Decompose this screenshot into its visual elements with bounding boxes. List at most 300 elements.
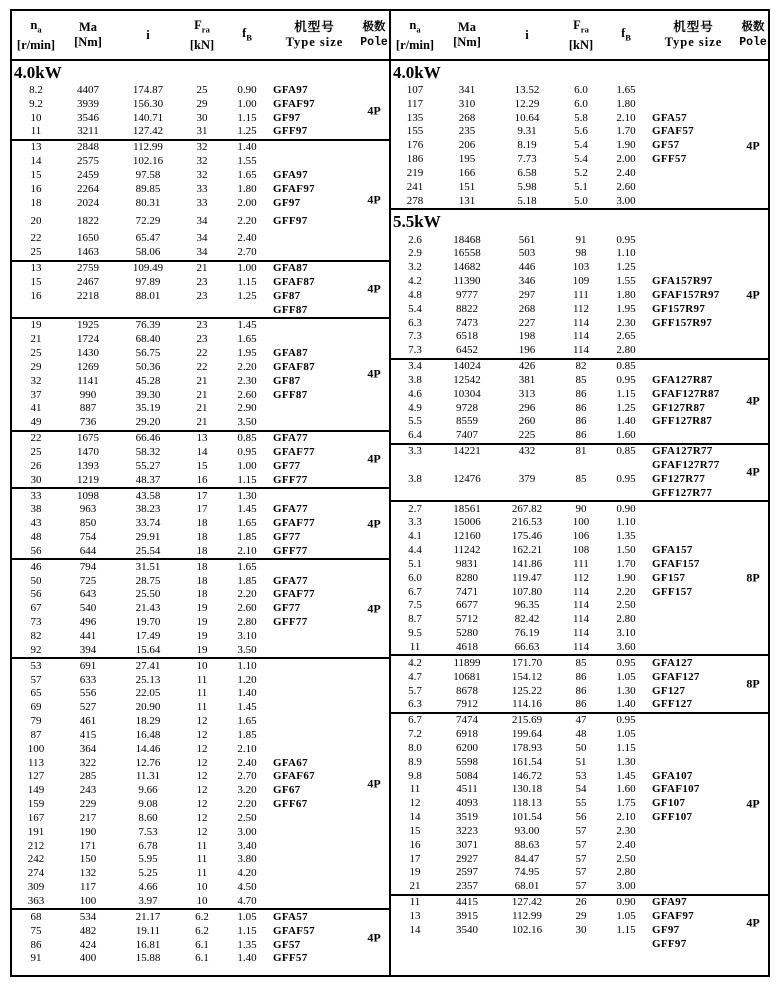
fra-value: 91 bbox=[575, 233, 587, 246]
table-row bbox=[12, 867, 359, 881]
ma-value: 18468 bbox=[453, 233, 481, 246]
fra-value: 11 bbox=[196, 673, 208, 686]
na-value: 19 bbox=[30, 319, 42, 332]
na-value: 87 bbox=[30, 728, 42, 741]
na-value: 22 bbox=[30, 232, 42, 245]
na-value: 43 bbox=[30, 517, 42, 530]
ma-value: 1141 bbox=[77, 374, 99, 387]
na-value: 19 bbox=[409, 866, 421, 879]
fb-value: 1.00 bbox=[237, 262, 257, 275]
column-header-fra bbox=[559, 18, 603, 53]
table-row bbox=[391, 111, 738, 125]
ma-value: 7471 bbox=[456, 585, 478, 598]
type-size-label: GFAF127R77 bbox=[652, 459, 720, 472]
type-size-label: GF127R77 bbox=[652, 472, 706, 485]
i-value: 102.16 bbox=[511, 923, 543, 936]
fra-value: 34 bbox=[196, 214, 208, 227]
fb-value: 1.80 bbox=[237, 182, 257, 195]
i-value: 88.01 bbox=[135, 289, 161, 302]
ma-value: 8280 bbox=[456, 571, 478, 584]
table-row bbox=[391, 896, 738, 910]
fb-value: 1.25 bbox=[237, 289, 257, 302]
ma-value: 527 bbox=[79, 701, 97, 714]
ma-value: 644 bbox=[79, 544, 97, 557]
type-size-label: GFAF127R87 bbox=[652, 387, 720, 400]
table-row bbox=[391, 866, 738, 880]
na-value: 4.1 bbox=[408, 530, 422, 543]
type-size-label: GFAF157R97 bbox=[652, 288, 720, 301]
type-size-label: GFAF97 bbox=[273, 97, 315, 110]
i-value: 13.52 bbox=[514, 83, 540, 96]
i-value: 198 bbox=[518, 330, 536, 343]
table-row bbox=[391, 445, 738, 459]
column-header-na bbox=[12, 18, 60, 53]
fb-value: 1.10 bbox=[237, 659, 257, 672]
fra-value: 86 bbox=[575, 387, 587, 400]
na-value: 5.1 bbox=[408, 557, 422, 570]
type-size-label: GFA77 bbox=[273, 574, 308, 587]
type-size-label: GFA87 bbox=[273, 262, 308, 275]
na-value: 50 bbox=[30, 574, 42, 587]
i-value: 174.87 bbox=[132, 83, 164, 96]
table-row bbox=[12, 756, 359, 770]
fb-value: 2.65 bbox=[616, 330, 636, 343]
fra-value: 114 bbox=[572, 599, 590, 612]
fra-value: 114 bbox=[572, 316, 590, 329]
fb-value: 2.00 bbox=[237, 196, 257, 209]
fra-value: 114 bbox=[572, 613, 590, 626]
fra-value: 18 bbox=[196, 517, 208, 530]
fb-value: 1.05 bbox=[616, 910, 636, 923]
na-value: 41 bbox=[30, 402, 42, 415]
pole-value: 4P bbox=[367, 103, 381, 118]
ma-value: 2218 bbox=[77, 289, 99, 302]
i-value: 127.42 bbox=[511, 896, 543, 909]
fb-value: 4.50 bbox=[237, 881, 257, 894]
table-row bbox=[12, 825, 359, 839]
fb-value: 2.30 bbox=[616, 316, 636, 329]
ratings-group bbox=[12, 317, 389, 430]
ma-value: 217 bbox=[79, 811, 97, 824]
table-row bbox=[12, 728, 359, 742]
type-size-label: GF57 bbox=[273, 938, 301, 951]
table-header bbox=[12, 11, 389, 61]
fb-value: 2.20 bbox=[237, 588, 257, 601]
i-value: 3.97 bbox=[138, 895, 158, 908]
i-value: 125.22 bbox=[511, 684, 543, 697]
ratings-group bbox=[12, 487, 389, 558]
i-value: 9.66 bbox=[138, 784, 158, 797]
ma-value: 6452 bbox=[456, 344, 478, 357]
ma-value: 1269 bbox=[77, 360, 99, 373]
na-value: 11 bbox=[409, 896, 421, 909]
table-row bbox=[391, 415, 738, 429]
na-value: 14 bbox=[409, 923, 421, 936]
table-row bbox=[12, 770, 359, 784]
fra-value: 32 bbox=[196, 155, 208, 168]
na-value: 9.2 bbox=[29, 97, 43, 110]
table-row bbox=[391, 641, 738, 655]
fb-value: 2.60 bbox=[237, 388, 257, 401]
table-row bbox=[391, 937, 738, 951]
i-value: 11.31 bbox=[135, 770, 161, 783]
na-value: 9.8 bbox=[408, 769, 422, 782]
type-size-label: GFAF87 bbox=[273, 275, 315, 288]
fb-value: 1.55 bbox=[616, 275, 636, 288]
na-unit: [r/min] bbox=[16, 37, 56, 52]
fra-value: 57 bbox=[575, 838, 587, 851]
fra-value: 6.2 bbox=[195, 910, 209, 923]
ma-value: 2927 bbox=[456, 852, 478, 865]
ma-value: 3939 bbox=[77, 97, 99, 110]
type-size-label: GF157R97 bbox=[652, 302, 706, 315]
table-row bbox=[391, 811, 738, 825]
i-value: 97.89 bbox=[135, 275, 161, 288]
pole-value: 8P bbox=[746, 570, 760, 585]
na-value: 6.4 bbox=[408, 429, 422, 442]
i-value: 55.27 bbox=[135, 459, 161, 472]
fb-value: 2.10 bbox=[237, 742, 257, 755]
table-row bbox=[391, 825, 738, 839]
table-row bbox=[12, 361, 359, 375]
type-size-label: GFA157R97 bbox=[652, 275, 713, 288]
left-table-body bbox=[12, 61, 389, 976]
fra-value: 23 bbox=[196, 319, 208, 332]
na-value: 274 bbox=[27, 867, 45, 880]
table-row bbox=[12, 853, 359, 867]
i-value: 74.95 bbox=[514, 866, 540, 879]
type-size-label: GFF77 bbox=[273, 473, 308, 486]
pole-value: 4P bbox=[367, 366, 381, 381]
na-value: 48 bbox=[30, 531, 42, 544]
type-size-label: GFF127R87 bbox=[652, 415, 713, 428]
type-size-label: GFA57 bbox=[652, 111, 687, 124]
na-value: 6.3 bbox=[408, 698, 422, 711]
fb-value: 0.95 bbox=[616, 233, 636, 246]
table-row bbox=[391, 769, 738, 783]
type-size-label: GFA127R77 bbox=[652, 445, 713, 458]
fb-value: 0.90 bbox=[616, 896, 636, 909]
na-value: 33 bbox=[30, 489, 42, 502]
na-value: 212 bbox=[27, 839, 45, 852]
na-value: 6.7 bbox=[408, 585, 422, 598]
i-value: 227 bbox=[518, 316, 536, 329]
i-value: 15.88 bbox=[135, 952, 161, 965]
na-value: 3.3 bbox=[408, 445, 422, 458]
fra-symbol: $F_{ra}$ bbox=[573, 18, 589, 35]
fb-value: 2.50 bbox=[616, 599, 636, 612]
ma-value: 394 bbox=[79, 643, 97, 656]
na-value: 7.3 bbox=[408, 344, 422, 357]
na-value: 4.8 bbox=[408, 288, 422, 301]
i-value: 9.08 bbox=[138, 798, 158, 811]
fb-value: 1.40 bbox=[237, 952, 257, 965]
fra-value: 56 bbox=[575, 811, 587, 824]
na-value: 5.4 bbox=[408, 302, 422, 315]
fra-value: 86 bbox=[575, 698, 587, 711]
ma-value: 7407 bbox=[456, 429, 478, 442]
type-size-label: GFA87 bbox=[273, 347, 308, 360]
table-row bbox=[12, 687, 359, 701]
fb-value: 0.90 bbox=[616, 502, 636, 515]
i-value: 66.63 bbox=[514, 640, 540, 653]
i-value: 16.48 bbox=[135, 728, 161, 741]
left-table-half bbox=[12, 11, 391, 975]
na-value: 242 bbox=[27, 853, 45, 866]
na-value: 219 bbox=[406, 166, 424, 179]
fb-value: 2.20 bbox=[237, 360, 257, 373]
i-value: 16.81 bbox=[135, 938, 161, 951]
fb-value: 1.70 bbox=[616, 125, 636, 138]
pole-value: 4P bbox=[746, 796, 760, 811]
fb-value: 3.50 bbox=[237, 416, 257, 429]
fra-value: 51 bbox=[575, 755, 587, 768]
na-value: 56 bbox=[30, 544, 42, 557]
fb-value: 1.55 bbox=[237, 155, 257, 168]
table-row bbox=[12, 881, 359, 895]
fra-value: 18 bbox=[196, 531, 208, 544]
fb-value: 1.80 bbox=[616, 288, 636, 301]
fra-symbol: $F_{ra}$ bbox=[194, 18, 210, 35]
type-size-label: GF97 bbox=[273, 196, 301, 209]
fb-value: 1.95 bbox=[237, 347, 257, 360]
fra-value: 25 bbox=[196, 83, 208, 96]
fb-value: 0.85 bbox=[616, 360, 636, 373]
fb-value: 1.70 bbox=[616, 557, 636, 570]
fb-value: 1.15 bbox=[616, 923, 636, 936]
type-size-label: GFAF97 bbox=[652, 910, 694, 923]
ma-value: 754 bbox=[79, 531, 97, 544]
na-value: 4.9 bbox=[408, 401, 422, 414]
fra-value: 5.6 bbox=[574, 125, 588, 138]
table-row bbox=[391, 558, 738, 572]
na-value: 18 bbox=[30, 196, 42, 209]
fb-value: 1.15 bbox=[237, 473, 257, 486]
ma-value: 691 bbox=[79, 659, 97, 672]
ma-value: 1463 bbox=[77, 246, 99, 259]
fb-value: 1.85 bbox=[237, 531, 257, 544]
table-row bbox=[12, 798, 359, 812]
i-value: 58.06 bbox=[135, 246, 161, 259]
na-value: 127 bbox=[27, 770, 45, 783]
fra-value: 5.4 bbox=[574, 153, 588, 166]
ma-value: 9728 bbox=[456, 401, 478, 414]
na-value: 4.2 bbox=[408, 275, 422, 288]
ma-value: 310 bbox=[458, 97, 476, 110]
ratings-group bbox=[12, 908, 389, 965]
table-row bbox=[12, 97, 359, 111]
table-row bbox=[391, 429, 738, 443]
i-value: 5.18 bbox=[517, 194, 537, 207]
type-size-label: GFA97 bbox=[652, 896, 687, 909]
i-value: 102.16 bbox=[132, 155, 164, 168]
table-row bbox=[12, 659, 359, 673]
ma-value: 100 bbox=[79, 895, 97, 908]
fb-value: 0.95 bbox=[237, 446, 257, 459]
fra-value: 114 bbox=[572, 627, 590, 640]
i-value: 379 bbox=[518, 472, 536, 485]
i-value: 156.30 bbox=[132, 97, 164, 110]
table-row bbox=[391, 923, 738, 937]
fb-value: 1.65 bbox=[237, 715, 257, 728]
fra-value: 5.8 bbox=[574, 111, 588, 124]
fb-value: 2.50 bbox=[616, 852, 636, 865]
table-row bbox=[391, 852, 738, 866]
ma-symbol: Ma bbox=[78, 20, 98, 35]
i-value: 130.18 bbox=[511, 783, 543, 796]
ma-value: 4618 bbox=[456, 640, 478, 653]
i-value: 76.39 bbox=[135, 319, 161, 332]
fb-value: 1.15 bbox=[237, 924, 257, 937]
ma-value: 1393 bbox=[77, 459, 99, 472]
ma-value: 8559 bbox=[456, 415, 478, 428]
ma-value: 4511 bbox=[456, 783, 478, 796]
table-row bbox=[12, 742, 359, 756]
ma-value: 190 bbox=[79, 825, 97, 838]
type-size-label: GFAF57 bbox=[273, 924, 315, 937]
fb-value: 2.40 bbox=[237, 756, 257, 769]
ma-value: 150 bbox=[79, 853, 97, 866]
fra-value: 48 bbox=[575, 728, 587, 741]
table-row bbox=[12, 643, 359, 657]
fra-value: 55 bbox=[575, 797, 587, 810]
table-row bbox=[12, 347, 359, 361]
table-row bbox=[12, 812, 359, 826]
i-value: 199.64 bbox=[511, 728, 543, 741]
na-value: 26 bbox=[30, 459, 42, 472]
ma-value: 151 bbox=[458, 180, 476, 193]
ma-value: 736 bbox=[79, 416, 97, 429]
i-value: 72.29 bbox=[135, 214, 161, 227]
power-section-title: 4.0kW bbox=[393, 62, 441, 82]
na-value: 37 bbox=[30, 388, 42, 401]
fra-value: 86 bbox=[575, 401, 587, 414]
ma-value: 1822 bbox=[77, 214, 99, 227]
i-symbol: i bbox=[146, 27, 150, 42]
ma-value: 2597 bbox=[456, 866, 478, 879]
fb-value: 2.40 bbox=[237, 232, 257, 245]
table-row bbox=[391, 571, 738, 585]
type-size-label: GFAF77 bbox=[273, 446, 315, 459]
ma-value: 6200 bbox=[456, 741, 478, 754]
i-value: 12.76 bbox=[135, 756, 161, 769]
ma-value: 4093 bbox=[456, 797, 478, 810]
ma-value: 268 bbox=[458, 111, 476, 124]
fra-value: 22 bbox=[196, 360, 208, 373]
i-value: 112.99 bbox=[512, 910, 542, 923]
table-row bbox=[391, 139, 738, 153]
fb-value: 2.70 bbox=[237, 246, 257, 259]
ma-value: 16558 bbox=[453, 247, 481, 260]
fra-value: 19 bbox=[196, 602, 208, 615]
i-value: 109.49 bbox=[132, 262, 164, 275]
type-size-label: GF87 bbox=[273, 374, 301, 387]
table-row bbox=[12, 630, 359, 644]
ma-value: 8678 bbox=[456, 684, 478, 697]
fra-value: 57 bbox=[575, 852, 587, 865]
type-size-label: GF77 bbox=[273, 602, 301, 615]
na-value: 15 bbox=[30, 168, 42, 181]
i-value: 45.28 bbox=[135, 374, 161, 387]
i-value: 22.05 bbox=[135, 687, 161, 700]
na-value: 56 bbox=[30, 588, 42, 601]
na-value: 4.6 bbox=[408, 387, 422, 400]
fb-value: 2.50 bbox=[237, 811, 257, 824]
i-value: 38.23 bbox=[135, 503, 161, 516]
type-size-label: GF97 bbox=[273, 111, 301, 124]
fra-value: 11 bbox=[196, 853, 208, 866]
ma-value: 1430 bbox=[77, 347, 99, 360]
table-row bbox=[12, 196, 359, 210]
ma-value: 14221 bbox=[453, 445, 481, 458]
pole-en: Pole bbox=[360, 36, 388, 50]
na-value: 15 bbox=[30, 275, 42, 288]
fb-value: 1.00 bbox=[237, 459, 257, 472]
na-value: 113 bbox=[27, 756, 45, 769]
table-row bbox=[391, 472, 738, 486]
table-row bbox=[391, 180, 738, 194]
i-value: 114.16 bbox=[512, 698, 542, 711]
na-value: 2.7 bbox=[408, 502, 422, 515]
fra-value: 12 bbox=[196, 715, 208, 728]
table-row bbox=[12, 938, 359, 952]
fra-value: 82 bbox=[575, 360, 587, 373]
ma-value: 5712 bbox=[456, 613, 478, 626]
i-value: 58.32 bbox=[135, 446, 161, 459]
fra-value: 29 bbox=[196, 97, 208, 110]
fra-value: 21 bbox=[196, 402, 208, 415]
type-size-label: GFA67 bbox=[273, 756, 308, 769]
na-value: 8.2 bbox=[29, 83, 43, 96]
i-value: 162.21 bbox=[511, 544, 543, 557]
i-value: 65.47 bbox=[135, 232, 161, 245]
type-size-label: GFA107 bbox=[652, 769, 693, 782]
na-value: 2.9 bbox=[408, 247, 422, 260]
ma-value: 643 bbox=[79, 588, 97, 601]
i-value: 296 bbox=[518, 401, 536, 414]
na-value: 68 bbox=[30, 910, 42, 923]
ma-value: 482 bbox=[79, 924, 97, 937]
pole-value: 4P bbox=[746, 464, 760, 479]
fra-value: 33 bbox=[196, 182, 208, 195]
fra-value: 12 bbox=[196, 770, 208, 783]
type-size-label: GFF77 bbox=[273, 544, 308, 557]
ma-value: 3915 bbox=[456, 910, 478, 923]
i-value: 101.54 bbox=[511, 811, 543, 824]
type-size-label: GFF127R77 bbox=[652, 486, 713, 499]
table-row bbox=[12, 262, 359, 276]
fb-value: 1.35 bbox=[237, 938, 257, 951]
ma-value: 4407 bbox=[77, 83, 99, 96]
ma-value: 3519 bbox=[456, 811, 478, 824]
table-row bbox=[391, 330, 738, 344]
pole-value: 8P bbox=[746, 676, 760, 691]
fra-value: 12 bbox=[196, 728, 208, 741]
na-value: 25 bbox=[30, 347, 42, 360]
ma-value: 794 bbox=[79, 560, 97, 573]
fra-value: 34 bbox=[196, 246, 208, 259]
fra-value: 17 bbox=[196, 489, 208, 502]
table-row bbox=[391, 233, 738, 247]
ratings-group bbox=[391, 654, 768, 711]
pole-value: 4P bbox=[367, 930, 381, 945]
fb-value: 1.20 bbox=[237, 673, 257, 686]
fra-value: 54 bbox=[575, 783, 587, 796]
table-row bbox=[391, 741, 738, 755]
fb-value: 2.80 bbox=[616, 866, 636, 879]
ratings-group bbox=[12, 84, 389, 139]
table-row bbox=[12, 289, 359, 303]
